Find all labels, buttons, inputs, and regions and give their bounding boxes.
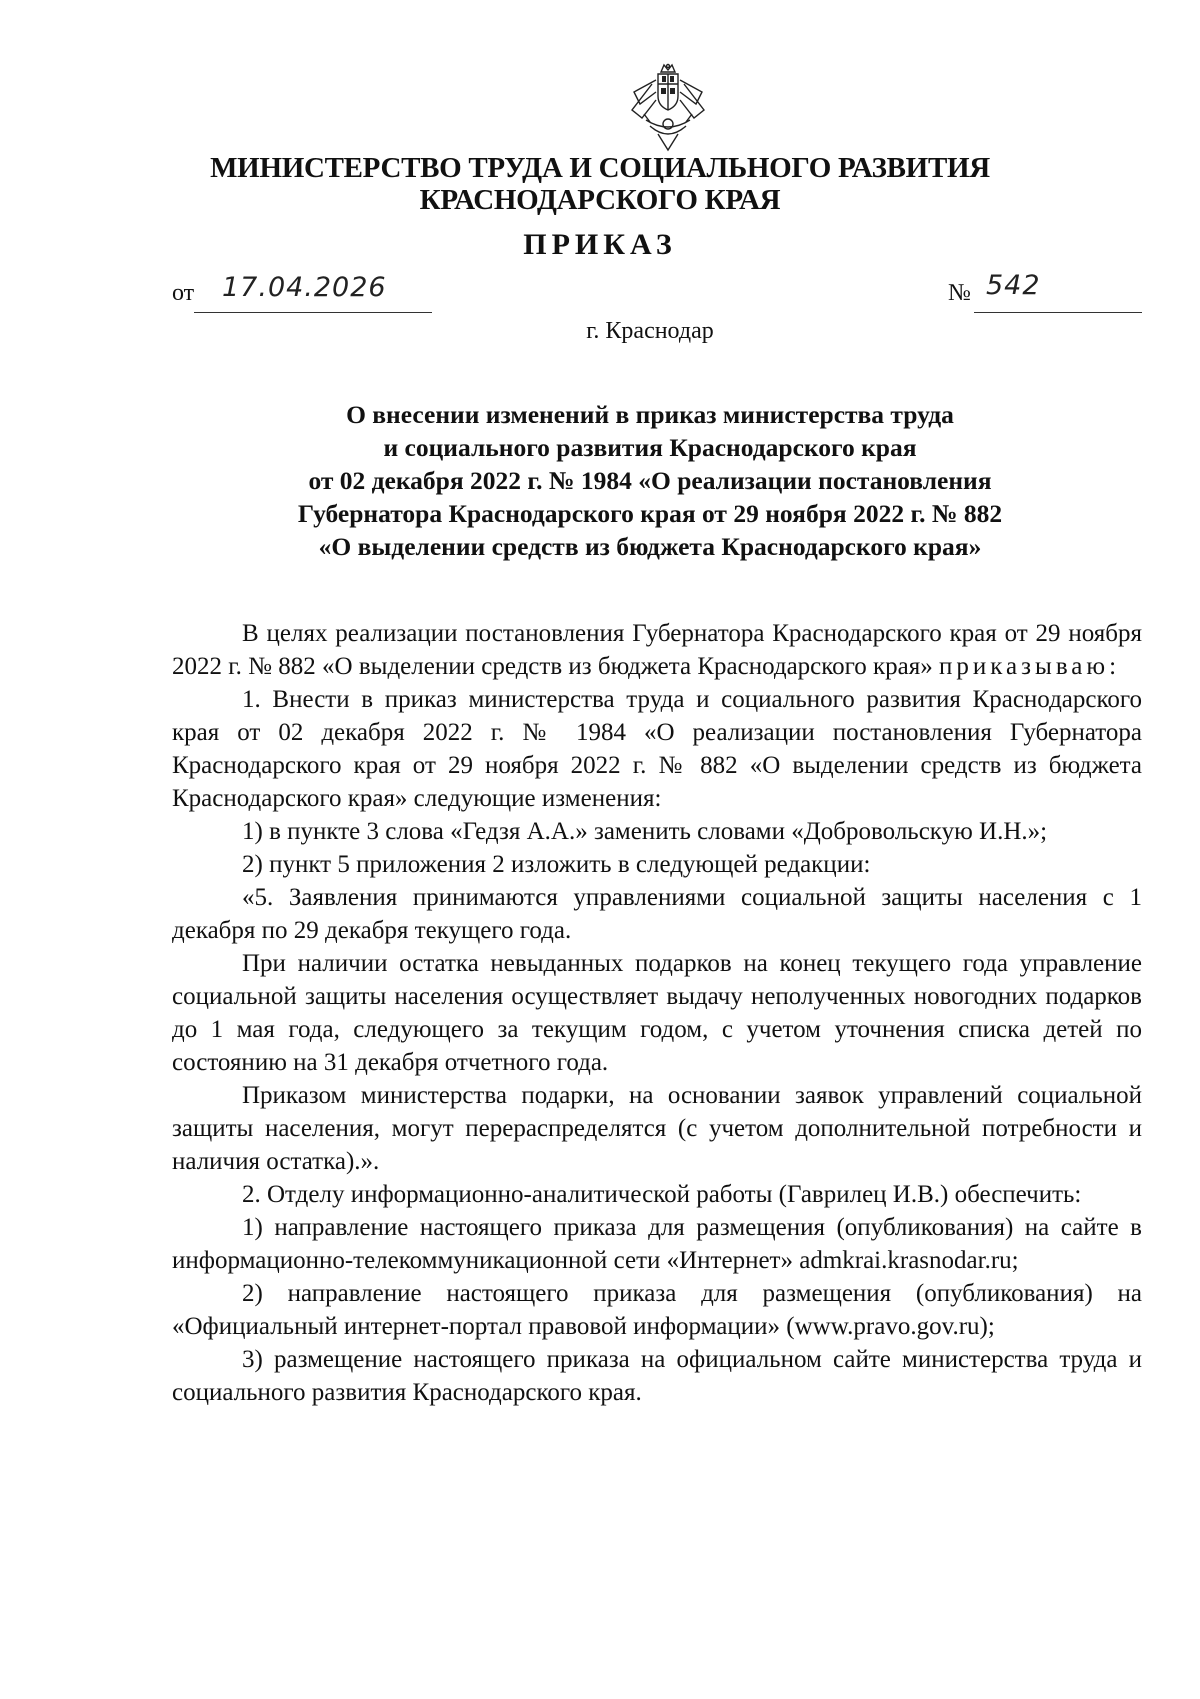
intro-text: В целях реализации постановления Губернатора Краснодарского края от 29 ноября 2022 г. № 882 «О выделении средств из бюджета Краснодарского края»	[172, 620, 1142, 680]
body-paragraph: 3) размещение настоящего приказа на официальном сайте министерства труда и социального развития Краснодарского края.	[172, 1346, 1142, 1406]
subject-line: и социального развития Краснодарского края	[383, 433, 917, 462]
body-paragraph: 2) пункт 5 приложения 2 изложить в следующей редакции:	[242, 851, 871, 878]
date-prefix: от	[172, 280, 195, 306]
subject-line: «О выделении средств из бюджета Краснодарского края»	[318, 532, 982, 561]
body-paragraph: 2. Отделу информационно-аналитической работы (Гаврилец И.В.) обеспечить:	[242, 1181, 1082, 1208]
intro-paragraph	[172, 617, 1142, 683]
subject-line: О внесении изменений в приказ министерства труда	[346, 400, 954, 429]
body-paragraph: 1. Внести в приказ министерства труда и социального развития Краснодарского края от 02 декабря 2022 г. № 1984 «О реализации постановления Губернатора Краснодарского края от 29 ноября 2022 г. № 882 «О выделении средств из бюджета Краснодарского края» следующие изменения:	[172, 686, 1142, 812]
number-prefix: №	[948, 280, 971, 306]
body-paragraph: «5. Заявления принимаются управлениями социальной защиты населения с 1 декабря по 29 декабря текущего года.	[172, 884, 1142, 944]
subject-heading	[150, 398, 1150, 563]
document-body	[172, 617, 1142, 1409]
body-paragraph: 1) в пункте 3 слова «Гедзя А.А.» заменить словами «Добровольскую И.Н.»;	[242, 818, 1048, 845]
date-value: 17.04.2026	[222, 272, 387, 303]
body-paragraph: При наличии остатка невыданных подарков на конец текущего года управление социальной защиты населения осуществляет выдачу неполученных новогодних подарков до 1 мая года, следующего за текущим годом, с учетом уточнения списка детей по состоянию на 31 декабря отчетного года.	[172, 950, 1142, 1076]
body-paragraph: 2) направление настоящего приказа для размещения (опубликования) на «Официальный интернет-портал правовой информации» (www.pravo.gov.ru);	[172, 1280, 1142, 1340]
date-underline	[194, 312, 432, 313]
city: г. Краснодар	[586, 318, 714, 344]
document-type: ПРИКАЗ	[523, 228, 677, 261]
subject-line: от 02 декабря 2022 г. № 1984 «О реализации постановления	[308, 466, 992, 495]
ministry-line-1: МИНИСТЕРСТВО ТРУДА И СОЦИАЛЬНОГО РАЗВИТИЯ	[210, 152, 990, 184]
number-underline	[974, 312, 1142, 313]
body-paragraph: Приказом министерства подарки, на основании заявок управлений социальной защиты населения, могут перераспределятся (с учетом дополнительной потребности и наличия остатка).».	[172, 1082, 1142, 1175]
ministry-line-2: КРАСНОДАРСКОГО КРАЯ	[419, 184, 781, 216]
number-value: 542	[986, 270, 1041, 301]
coat-of-arms-icon	[628, 62, 708, 154]
ministry-name	[0, 152, 1200, 216]
intro-command: приказываю:	[939, 653, 1121, 680]
body-paragraph: 1) направление настоящего приказа для размещения (опубликования) на сайте в информационно-телекоммуникационной сети «Интернет» admkrai.krasnodar.ru;	[172, 1214, 1142, 1274]
subject-line: Губернатора Краснодарского края от 29 ноября 2022 г. № 882	[297, 499, 1003, 528]
